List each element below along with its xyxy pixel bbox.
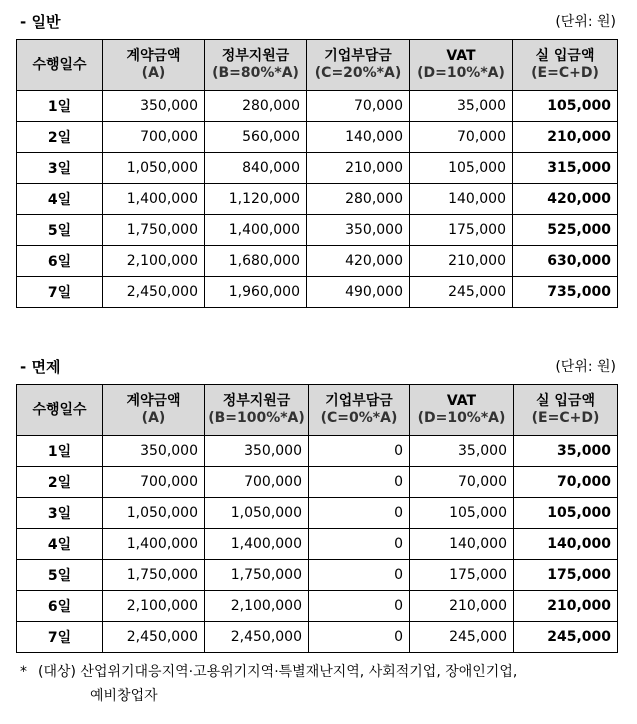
footnote-line2: 예비창업자: [90, 688, 158, 704]
amount-cell: 0: [309, 498, 410, 529]
exempt-fee-table: [16, 384, 618, 653]
amount-cell: 105,000: [410, 153, 513, 184]
exempt-section-header: [16, 355, 616, 379]
amount-cell: 0: [309, 529, 410, 560]
amount-cell: 0: [309, 622, 410, 653]
amount-cell: 1,120,000: [205, 184, 307, 215]
general-header-label: 계약금액: [126, 48, 181, 64]
days-cell: 5일: [17, 560, 103, 591]
general-header-label: VAT: [446, 48, 476, 64]
exempt-header-cell: [103, 385, 205, 436]
amount-cell: 70,000: [410, 122, 513, 153]
general-header-row: [17, 40, 618, 91]
net-payment-cell: 630,000: [513, 246, 618, 277]
general-header-label: 기업부담금: [324, 48, 392, 64]
table-row: [17, 498, 618, 529]
amount-cell: 210,000: [410, 246, 513, 277]
net-payment-cell: 175,000: [514, 560, 618, 591]
general-header-formula: (B=80%*A): [212, 65, 299, 81]
amount-cell: 140,000: [410, 184, 513, 215]
days-cell: 2일: [17, 467, 103, 498]
general-header-cell: [410, 40, 513, 91]
amount-cell: 350,000: [103, 91, 205, 122]
amount-cell: 700,000: [103, 467, 205, 498]
general-header-cell: [513, 40, 618, 91]
amount-cell: 140,000: [307, 122, 410, 153]
exempt-header-label: 정부지원금: [222, 393, 291, 409]
amount-cell: 105,000: [410, 498, 514, 529]
exempt-header-label: 수행일수: [32, 401, 87, 418]
exempt-unit-label: (단위: 원): [555, 359, 616, 375]
amount-cell: 840,000: [205, 153, 307, 184]
days-cell: 6일: [17, 591, 103, 622]
exempt-header-formula: (A): [141, 410, 166, 426]
amount-cell: 0: [309, 467, 410, 498]
table-row: [17, 153, 618, 184]
net-payment-cell: 210,000: [514, 591, 618, 622]
amount-cell: 1,400,000: [103, 184, 205, 215]
amount-cell: 140,000: [410, 529, 514, 560]
exempt-header-cell: [17, 385, 103, 436]
days-cell: 1일: [17, 91, 103, 122]
amount-cell: 2,100,000: [205, 591, 309, 622]
table-row: [17, 436, 618, 467]
net-payment-cell: 420,000: [513, 184, 618, 215]
amount-cell: 210,000: [410, 591, 514, 622]
days-cell: 2일: [17, 122, 103, 153]
general-header-formula: (A): [141, 65, 166, 81]
amount-cell: 350,000: [103, 436, 205, 467]
amount-cell: 0: [309, 436, 410, 467]
amount-cell: 280,000: [307, 184, 410, 215]
amount-cell: 0: [309, 560, 410, 591]
exempt-header-cell: [514, 385, 618, 436]
days-cell: 1일: [17, 436, 103, 467]
amount-cell: 1,680,000: [205, 246, 307, 277]
amount-cell: 1,400,000: [103, 529, 205, 560]
amount-cell: 1,050,000: [103, 498, 205, 529]
table-row: [17, 591, 618, 622]
amount-cell: 175,000: [410, 560, 514, 591]
general-section-title: - 일반: [20, 13, 61, 31]
amount-cell: 2,450,000: [103, 622, 205, 653]
amount-cell: 1,400,000: [205, 215, 307, 246]
exempt-header-label: 계약금액: [126, 393, 181, 409]
general-header-cell: [205, 40, 307, 91]
amount-cell: 700,000: [103, 122, 205, 153]
amount-cell: 2,450,000: [205, 622, 309, 653]
amount-cell: 210,000: [307, 153, 410, 184]
general-fee-table: [16, 39, 618, 308]
net-payment-cell: 525,000: [513, 215, 618, 246]
net-payment-cell: 245,000: [514, 622, 618, 653]
exempt-header-formula: (C=0%*A): [320, 410, 398, 426]
general-unit-label: (단위: 원): [555, 14, 616, 30]
exempt-header-cell: [410, 385, 514, 436]
exempt-header-cell: [205, 385, 309, 436]
amount-cell: 70,000: [410, 467, 514, 498]
amount-cell: 420,000: [307, 246, 410, 277]
net-payment-cell: 35,000: [514, 436, 618, 467]
amount-cell: 1,750,000: [103, 560, 205, 591]
amount-cell: 350,000: [205, 436, 309, 467]
footnote-line1: (대상) 산업위기대응지역·고용위기지역·특별재난지역, 사회적기업, 장애인기업,: [38, 664, 518, 680]
net-payment-cell: 735,000: [513, 277, 618, 308]
amount-cell: 490,000: [307, 277, 410, 308]
footnote-mark: *: [20, 664, 27, 680]
amount-cell: 35,000: [410, 91, 513, 122]
table-row: [17, 184, 618, 215]
net-payment-cell: 210,000: [513, 122, 618, 153]
general-header-label: 실 입금액: [535, 48, 595, 64]
amount-cell: 1,960,000: [205, 277, 307, 308]
net-payment-cell: 105,000: [514, 498, 618, 529]
days-cell: 4일: [17, 529, 103, 560]
amount-cell: 2,450,000: [103, 277, 205, 308]
amount-cell: 560,000: [205, 122, 307, 153]
days-cell: 7일: [17, 622, 103, 653]
amount-cell: 1,750,000: [205, 560, 309, 591]
general-header-formula: (D=10%*A): [417, 65, 505, 81]
amount-cell: 1,400,000: [205, 529, 309, 560]
days-cell: 3일: [17, 153, 103, 184]
days-cell: 3일: [17, 498, 103, 529]
amount-cell: 1,050,000: [103, 153, 205, 184]
exempt-section-title: - 면제: [20, 358, 61, 376]
amount-cell: 700,000: [205, 467, 309, 498]
table-row: [17, 246, 618, 277]
general-header-formula: (E=C+D): [531, 65, 599, 81]
amount-cell: 1,750,000: [103, 215, 205, 246]
general-header-cell: [307, 40, 410, 91]
general-header-cell: [103, 40, 205, 91]
days-cell: 5일: [17, 215, 103, 246]
general-header-cell: [17, 40, 103, 91]
table-row: [17, 215, 618, 246]
amount-cell: 1,050,000: [205, 498, 309, 529]
amount-cell: 245,000: [410, 277, 513, 308]
table-row: [17, 91, 618, 122]
amount-cell: 280,000: [205, 91, 307, 122]
exempt-header-formula: (E=C+D): [531, 410, 600, 426]
general-section-header: [16, 10, 616, 34]
exempt-table-header: [17, 385, 618, 436]
exempt-table-body: [17, 436, 618, 653]
general-header-label: 정부지원금: [221, 48, 290, 64]
exempt-header-cell: [309, 385, 410, 436]
amount-cell: 2,100,000: [103, 591, 205, 622]
exempt-header-label: 기업부담금: [325, 393, 393, 409]
exempt-header-label: VAT: [446, 393, 477, 409]
table-row: [17, 122, 618, 153]
days-cell: 6일: [17, 246, 103, 277]
days-cell: 4일: [17, 184, 103, 215]
exempt-header-formula: (B=100%*A): [208, 410, 305, 426]
net-payment-cell: 70,000: [514, 467, 618, 498]
table-row: [17, 529, 618, 560]
exempt-header-row: [17, 385, 618, 436]
amount-cell: 70,000: [307, 91, 410, 122]
exempt-header-formula: (D=10%*A): [417, 410, 506, 426]
net-payment-cell: 105,000: [513, 91, 618, 122]
amount-cell: 2,100,000: [103, 246, 205, 277]
net-payment-cell: 315,000: [513, 153, 618, 184]
amount-cell: 245,000: [410, 622, 514, 653]
table-row: [17, 622, 618, 653]
net-payment-cell: 140,000: [514, 529, 618, 560]
days-cell: 7일: [17, 277, 103, 308]
table-row: [17, 467, 618, 498]
amount-cell: 0: [309, 591, 410, 622]
table-row: [17, 277, 618, 308]
amount-cell: 175,000: [410, 215, 513, 246]
general-table-body: [17, 91, 618, 308]
general-table-header: [17, 40, 618, 91]
amount-cell: 35,000: [410, 436, 514, 467]
table-row: [17, 560, 618, 591]
amount-cell: 350,000: [307, 215, 410, 246]
exempt-header-label: 실 입금액: [536, 393, 595, 409]
general-header-formula: (C=20%*A): [314, 65, 402, 81]
general-header-label: 수행일수: [32, 56, 87, 73]
